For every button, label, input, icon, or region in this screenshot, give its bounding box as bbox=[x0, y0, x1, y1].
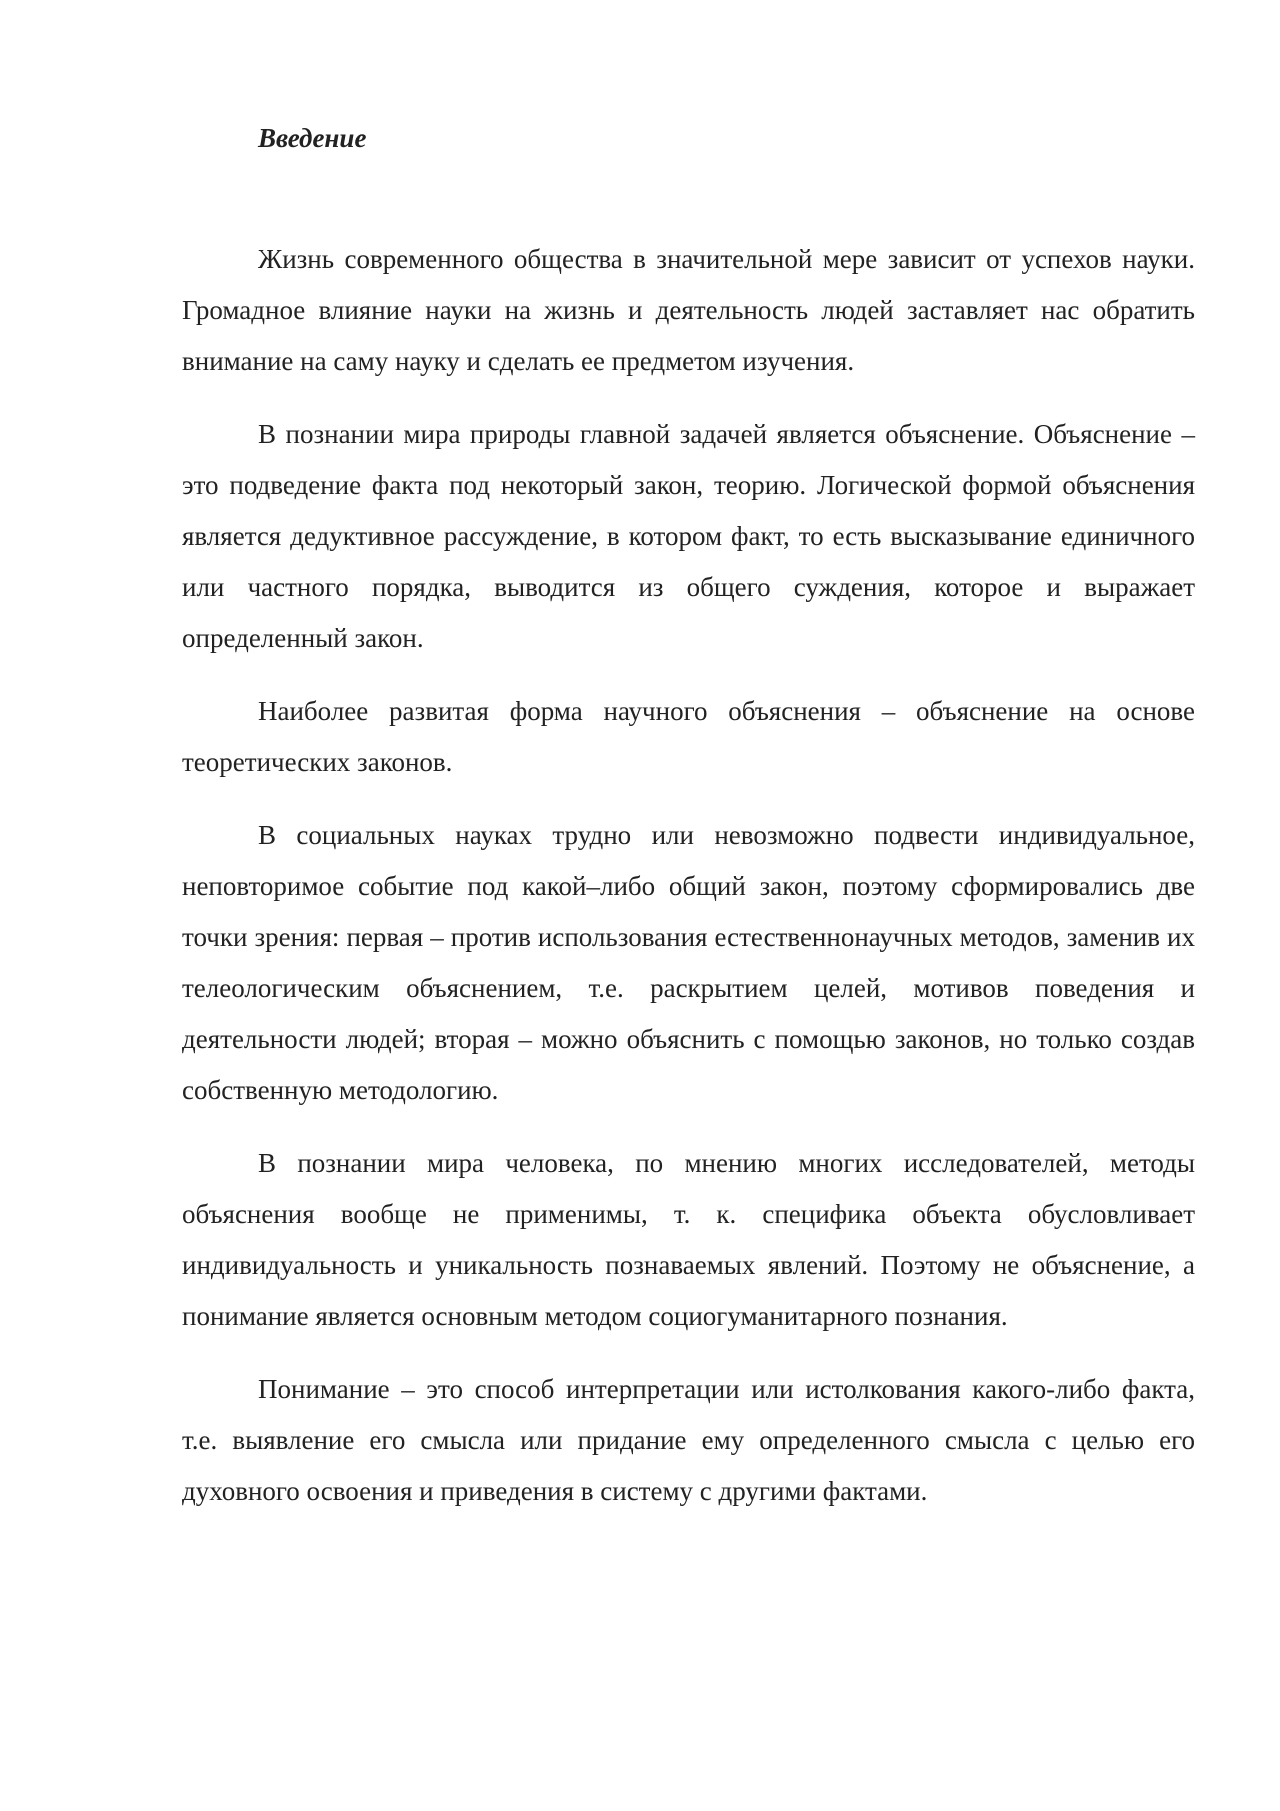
paragraph-3: Наиболее развитая форма научного объяснения – объяснение на основе теоретических законов. bbox=[182, 696, 1195, 777]
paragraph-4: В социальных науках трудно или невозможно подвести индивидуальное, неповторимое событие под какой–либо общий закон, поэтому сформировались две точки зрения: первая – против использования естественнонаучных методов, заменив их телеологическим объяснением, т.е. раскрытием целей, мотивов поведения и деятельности людей; вторая – можно объяснить с помощью законов, но только создав собственную методологию. bbox=[182, 820, 1195, 1105]
paragraph-2: В познании мира природы главной задачей является объяснение. Объяснение – это подведение факта под некоторый закон, теорию. Логической формой объяснения является дедуктивное рассуждение, в котором факт, то есть высказывание единичного или частного порядка, выводится из общего суждения, которое и выражает определенный закон. bbox=[182, 419, 1195, 653]
paragraph-1: Жизнь современного общества в значительной мере зависит от успехов науки. Громадное влияние науки на жизнь и деятельность людей заставляет нас обратить внимание на саму науку и сделать ее предметом изучения. bbox=[182, 244, 1195, 376]
section-heading: Введение bbox=[258, 123, 367, 153]
paragraph-6: Понимание – это способ интерпретации или истолкования какого-либо факта, т.е. выявление его смысла или придание ему определенного смысла с целью его духовного освоения и приведения в систему с другими фактами. bbox=[182, 1374, 1195, 1506]
paragraph-5: В познании мира человека, по мнению многих исследователей, методы объяснения вообще не применимы, т. к. специфика объекта обусловливает индивидуальность и уникальность познаваемых явлений. Поэтому не объяснение, а понимание является основным методом социогуманитарного познания. bbox=[182, 1148, 1195, 1331]
body-text bbox=[182, 234, 1195, 1539]
